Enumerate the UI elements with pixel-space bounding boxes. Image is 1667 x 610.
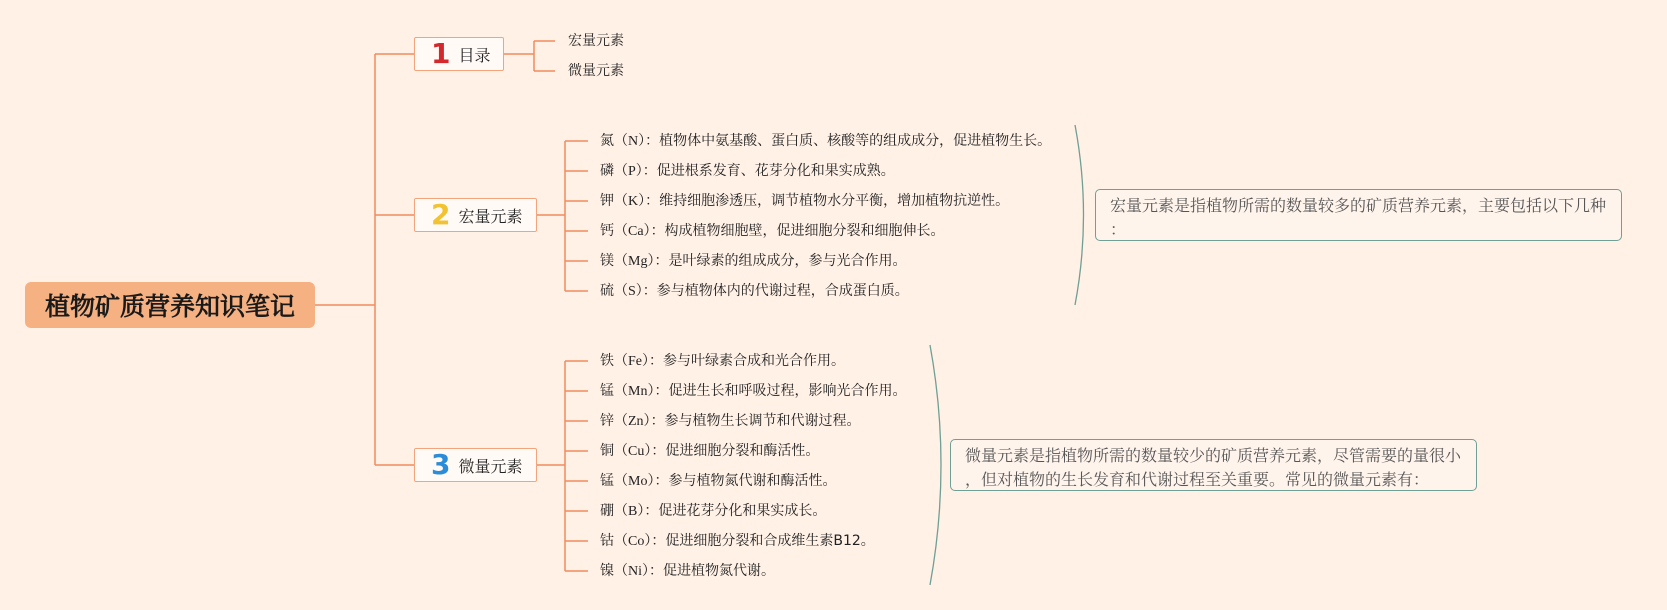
element-symbol: （Zn） [614, 414, 651, 429]
element-symbol: （Mg） [614, 254, 655, 269]
topic-number-3: 3 [431, 448, 451, 481]
element-name: 磷 [600, 163, 614, 179]
element-symbol: （Ni） [614, 564, 649, 579]
root-topic[interactable] [25, 282, 315, 328]
element-name: 钙 [600, 223, 614, 239]
element-name: 锌 [600, 413, 614, 429]
element-symbol: （P） [614, 164, 643, 179]
element-name: 铁 [600, 353, 614, 369]
element-name: 镁 [600, 253, 614, 269]
element-desc: ：促进细胞分裂和酶活性。 [651, 443, 820, 459]
macro-summary-note[interactable] [1095, 189, 1622, 241]
micro-item[interactable] [600, 382, 906, 401]
element-name: 钴 [600, 533, 614, 549]
micro-item[interactable] [600, 412, 861, 431]
element-desc: ：是叶绿素的组成成分，参与光合作用。 [654, 253, 907, 269]
topic-macro[interactable] [414, 198, 537, 232]
macro-summary-bracket [1075, 125, 1084, 305]
topic-micro[interactable] [414, 448, 537, 482]
note-line: 微量元素是指植物所需的数量较少的矿质营养元素，尽管需要的量很小 [965, 446, 1462, 465]
element-desc: ：参与植物氮代谢和酶活性。 [654, 473, 837, 489]
element-desc: ：促进花芽分化和果实成长。 [644, 503, 827, 519]
element-name: 镍 [600, 563, 614, 579]
toc-item-micro[interactable] [568, 62, 624, 80]
micro-item[interactable] [600, 562, 775, 581]
element-desc: ：促进细胞分裂和合成维生素B12。 [651, 533, 875, 549]
element-symbol: （Cu） [614, 444, 652, 459]
macro-item[interactable] [600, 162, 895, 181]
toc-item-label: 宏量元素 [568, 33, 624, 49]
note-line: ： [1110, 220, 1127, 239]
element-symbol: （Ca） [614, 224, 651, 239]
element-name: 钾 [600, 193, 614, 209]
macro-item[interactable] [600, 282, 909, 301]
micro-item[interactable] [600, 502, 826, 521]
element-name: 硼 [600, 503, 614, 519]
element-symbol: （S） [614, 284, 643, 299]
micro-summary-bracket [930, 345, 941, 585]
element-desc: ：参与植物生长调节和代谢过程。 [650, 413, 861, 429]
topic-toc-label: 目录 [458, 45, 491, 65]
micro-item[interactable] [600, 532, 875, 551]
macro-children-connector [537, 141, 588, 291]
topic-number-2: 2 [431, 198, 451, 231]
element-name: 硫 [600, 283, 614, 299]
topic-micro-label: 微量元素 [458, 456, 523, 476]
topic-number-1: 1 [431, 37, 451, 70]
element-symbol: （Co） [614, 534, 652, 549]
element-symbol: （Mn） [614, 384, 655, 399]
macro-item[interactable] [600, 192, 1009, 211]
macro-item[interactable] [600, 132, 1051, 151]
element-name: 铜 [600, 443, 614, 459]
macro-item[interactable] [600, 252, 906, 271]
element-desc: ：促进生长和呼吸过程，影响光合作用。 [654, 383, 907, 399]
topic-macro-label: 宏量元素 [458, 206, 523, 226]
element-desc: ：促进根系发育、花芽分化和果实成熟。 [642, 163, 895, 179]
micro-item[interactable] [600, 442, 819, 461]
element-symbol: （B） [614, 504, 645, 519]
toc-item-macro[interactable] [568, 32, 624, 50]
micro-children-connector [537, 361, 588, 571]
element-name: 锰 [600, 383, 614, 399]
element-desc: ：参与植物体内的代谢过程，合成蛋白质。 [642, 283, 909, 299]
topic-toc[interactable] [414, 37, 504, 71]
note-line: 宏量元素是指植物所需的数量较多的矿质营养元素，主要包括以下几种 [1110, 196, 1607, 215]
root-title: 植物矿质营养知识笔记 [44, 292, 295, 321]
element-desc: ：构成植物细胞壁，促进细胞分裂和细胞伸长。 [650, 223, 945, 239]
element-desc: ：参与叶绿素合成和光合作用。 [649, 353, 845, 369]
element-desc: ：促进植物氮代谢。 [649, 563, 775, 579]
micro-item[interactable] [600, 352, 845, 371]
toc-item-label: 微量元素 [568, 63, 624, 79]
element-desc: ：植物体中氨基酸、蛋白质、核酸等的组成成分，促进植物生长。 [645, 133, 1052, 149]
element-symbol: （Fe） [614, 354, 649, 369]
micro-item[interactable] [600, 472, 836, 491]
micro-summary-note[interactable] [950, 439, 1477, 491]
toc-children-connector [504, 41, 555, 71]
element-symbol: （Mo） [614, 474, 655, 489]
element-symbol: （N） [614, 134, 646, 149]
element-name: 锰 [600, 473, 614, 489]
macro-item[interactable] [600, 222, 945, 241]
element-symbol: （K） [614, 194, 646, 209]
element-name: 氮 [600, 133, 614, 149]
element-desc: ：维持细胞渗透压，调节植物水分平衡，增加植物抗逆性。 [645, 193, 1010, 209]
note-line: ，但对植物的生长发育和代谢过程至关重要。常见的微量元素有： [965, 470, 1430, 489]
